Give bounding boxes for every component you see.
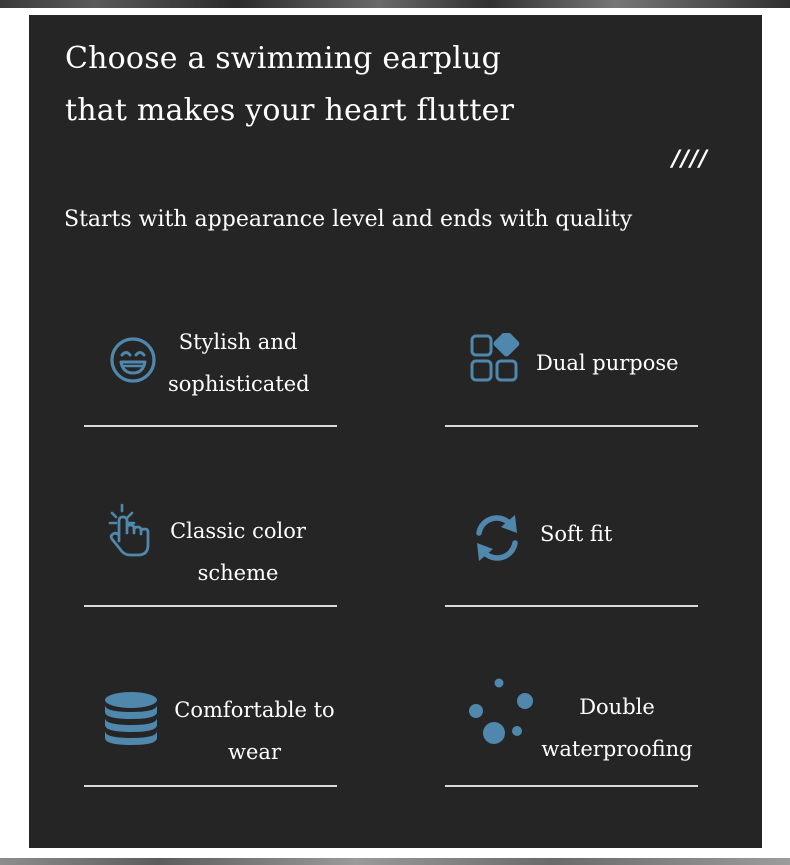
feature-label-line-1: Dual purpose bbox=[536, 351, 679, 375]
feature-label-line-2: wear bbox=[228, 740, 281, 764]
feature-label-line-1: Comfortable to bbox=[174, 698, 335, 722]
bubbles-icon bbox=[465, 677, 535, 749]
subtitle: Starts with appearance level and ends with quality bbox=[64, 207, 633, 232]
feature-dual-purpose bbox=[445, 305, 698, 427]
top-photo-strip bbox=[0, 0, 790, 8]
tap-hand-icon bbox=[106, 501, 160, 555]
bottom-photo-strip bbox=[0, 858, 790, 865]
feature-label-line-2: sophisticated bbox=[168, 372, 310, 396]
feature-label bbox=[172, 689, 337, 773]
feature-label-line-2: scheme bbox=[197, 561, 279, 585]
feature-label-line-1: Soft fit bbox=[540, 522, 613, 546]
title-line-2: that makes your heart flutter bbox=[65, 93, 515, 128]
feature-label-line-1: Double bbox=[579, 695, 655, 719]
feature-classic-color bbox=[84, 485, 337, 607]
slash-decoration: //// bbox=[672, 147, 709, 172]
refresh-icon bbox=[471, 511, 525, 565]
feature-label-line-1: Stylish and bbox=[178, 330, 298, 354]
feature-soft-fit bbox=[445, 485, 698, 607]
smile-icon bbox=[108, 333, 162, 387]
feature-comfortable bbox=[84, 665, 337, 787]
feature-label bbox=[168, 321, 308, 405]
feature-label bbox=[168, 510, 308, 594]
feature-panel bbox=[29, 15, 762, 848]
feature-label bbox=[541, 686, 693, 770]
feature-label bbox=[536, 342, 679, 384]
feature-stylish bbox=[84, 305, 337, 427]
page-title bbox=[65, 33, 514, 137]
feature-double-waterproofing bbox=[445, 665, 698, 787]
stack-layers-icon bbox=[104, 691, 158, 745]
feature-label bbox=[540, 513, 612, 555]
feature-label-line-2: waterproofing bbox=[541, 737, 693, 761]
feature-label-line-1: Classic color bbox=[170, 519, 306, 543]
apps-grid-icon bbox=[469, 333, 523, 387]
title-line-1: Choose a swimming earplug bbox=[65, 41, 502, 76]
